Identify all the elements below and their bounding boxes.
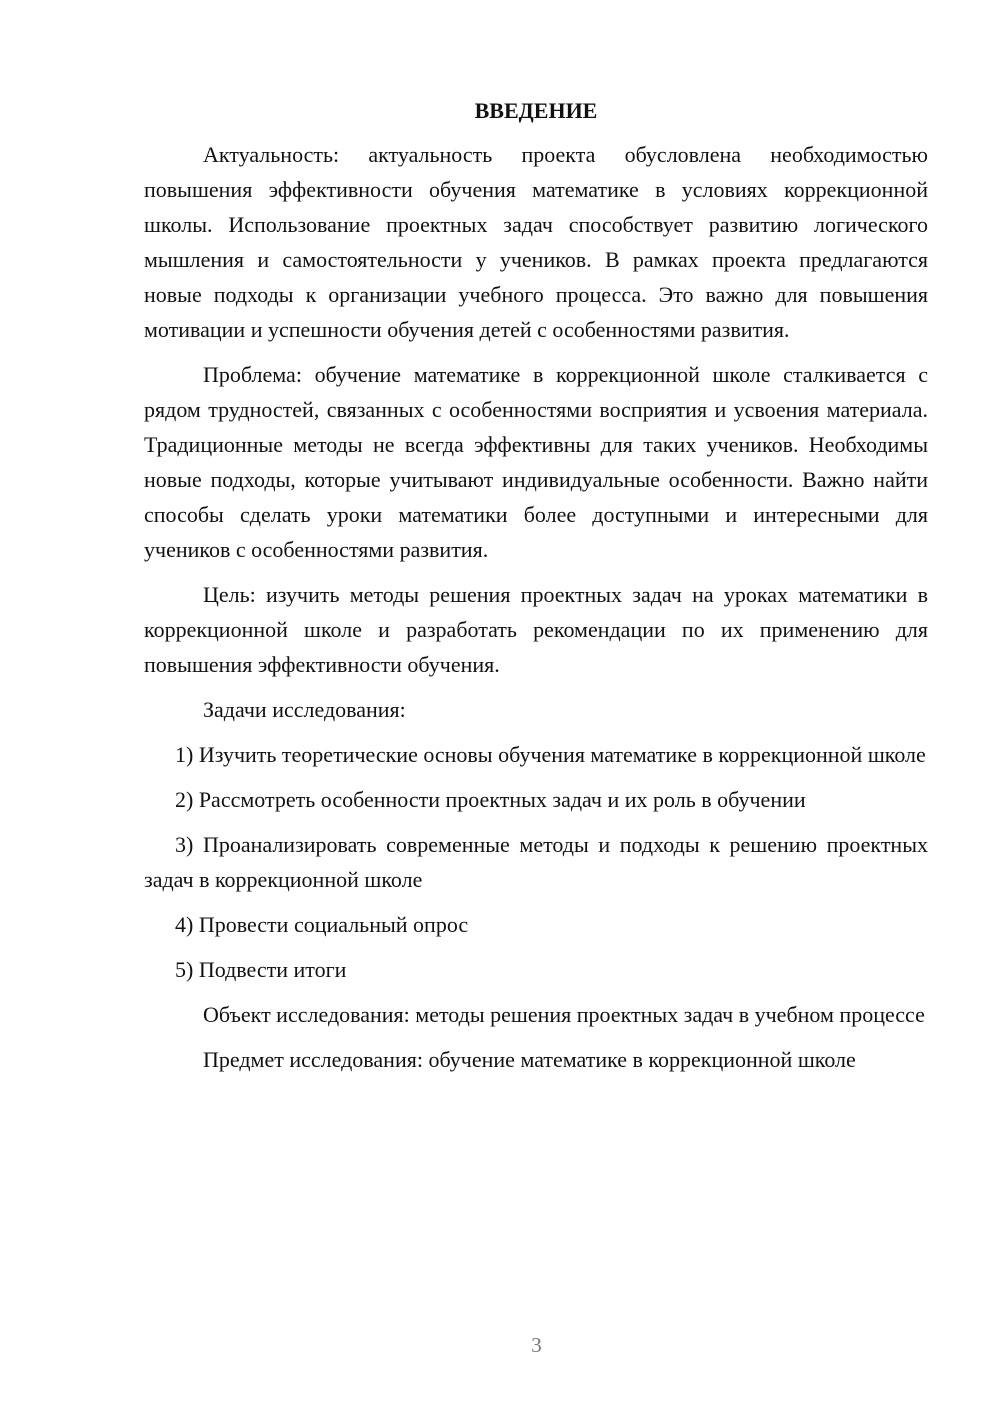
tasks-heading: Задачи исследования: [203,697,406,722]
paragraph-object: Объект исследования: методы решения проектных задач в учебном процессе [203,1002,925,1027]
task-item: 3) Проанализировать современные методы и подходы к решению проектных задач в коррекционной школе [144,832,928,892]
paragraph-relevance: Актуальность: актуальность проекта обусловлена необходимостью повышения эффективности обучения математике в условиях коррекционной школы. Использование проектных задач способствует развитию логического мышления и самостоятельности у учеников. В рамках проекта предлагаются новые подходы к организации учебного процесса. Это важно для повышения мотивации и успешности обучения детей с особенностями развития. [144,142,928,342]
page-title: ВВЕДЕНИЕ [474,98,598,123]
document-body [144,93,928,1087]
paragraph-goal: Цель: изучить методы решения проектных задач на уроках математики в коррекционной школе и разработать рекомендации по их применению для повышения эффективности обучения. [144,582,928,677]
task-item: 4) Провести социальный опрос [175,912,469,937]
task-item: 2) Рассмотреть особенности проектных задач и их роль в обучении [175,787,806,812]
task-item: 1) Изучить теоретические основы обучения математике в коррекционной школе [175,742,926,767]
page-number: 3 [531,1333,542,1357]
paragraph-problem: Проблема: обучение математике в коррекционной школе сталкивается с рядом трудностей, связанных с особенностями восприятия и усвоения материала. Традиционные методы не всегда эффективны для таких учеников. Необходимы новые подходы, которые учитывают индивидуальные особенности. Важно найти способы сделать уроки математики более доступными и интересными для учеников с особенностями развития. [144,362,928,562]
paragraph-subject: Предмет исследования: обучение математике в коррекционной школе [203,1047,856,1072]
task-item: 5) Подвести итоги [175,957,347,982]
